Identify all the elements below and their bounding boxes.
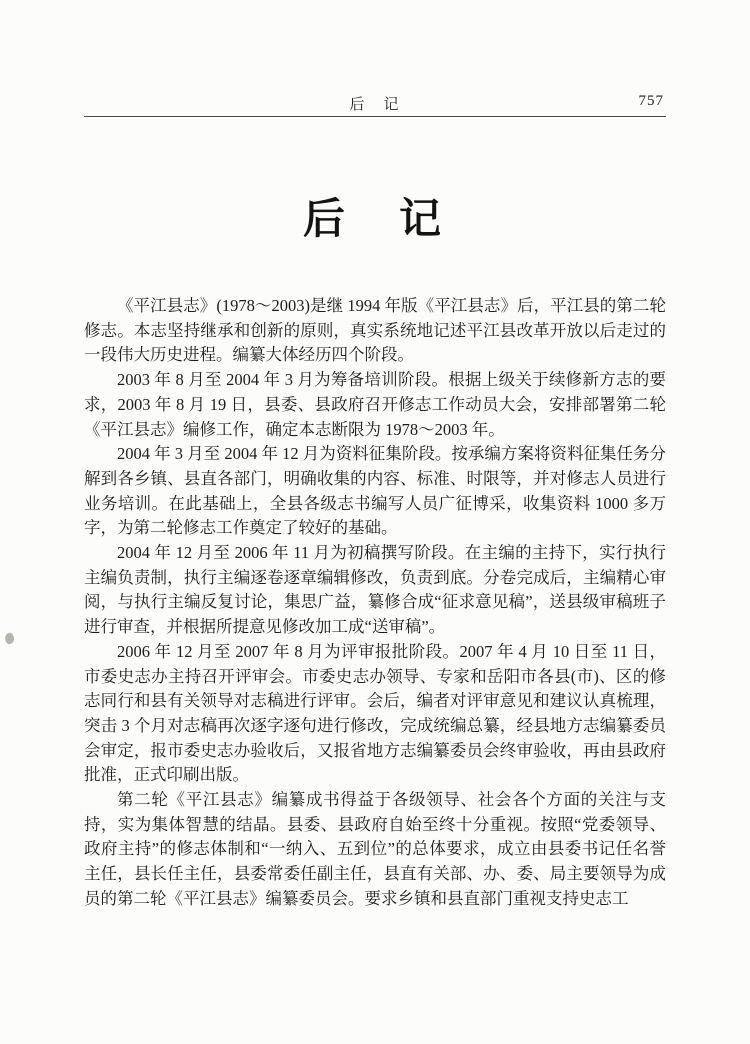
paragraph-6: 第二轮《平江县志》编纂成书得益于各级领导、社会各个方面的关注与支持，实为集体智慧的结晶。县委、县政府自始至终十分重视。按照“党委领导、政府主持”的修志体制和“一纳入、五到位”的总体要求，成立由县委书记任名誉主任，县长任主任，县委常委任副主任，县直有关部、办、委、局主要领导为成员的第二轮《平江县志》编纂委员会。要求乡镇和县直部门重视支持史志工: [84, 790, 666, 908]
paragraph-5: 2006 年 12 月至 2007 年 8 月为评审报批阶段。2007 年 4 月 10 日至 11 日，市委史志办主持召开评审会。市委史志办领导、专家和岳阳市各县(市)、区的修志同行和县有关领导对志稿进行评审。会后，编者对评审意见和建议认真梳理，突击 3 个月对志稿再次逐字逐句进行修改，完成统编总纂，经县地方志编纂委员会审定，报市委史志办验收后，又报省地方志编纂委员会终审验收，再由县政府批准，正式印刷出版。: [84, 641, 666, 785]
header-rule: [84, 116, 666, 117]
paragraph-2: 2003 年 8 月至 2004 年 3 月为筹备培训阶段。根据上级关于续修新方志的要求，2003 年 8 月 19 日，县委、县政府召开修志工作动员大会，安排部署第二轮《平江县志》编修工作，确定本志断限为 1978～2003 年。: [84, 370, 666, 439]
running-header: [84, 93, 666, 113]
paragraph-1: 《平江县志》(1978～2003)是继 1994 年版《平江县志》后，平江县的第二轮修志。本志坚持继承和创新的原则，真实系统地记述平江县改革开放以后走过的一段伟大历史进程。编纂大体经历四个阶段。: [84, 296, 666, 365]
paragraph-3: 2004 年 3 月至 2004 年 12 月为资料征集阶段。按承编方案将资料征集任务分解到各乡镇、县直各部门，明确收集的内容、标准、时限等，并对修志人员进行业务培训。在此基础上，全县各级志书编写人员广征博采，收集资料 1000 多万字，为第二轮修志工作奠定了较好的基础。: [84, 444, 666, 538]
scan-speck-artifact: [4, 632, 16, 645]
body-text: [84, 294, 666, 912]
paragraph-4: 2004 年 12 月至 2006 年 11 月为初稿撰写阶段。在主编的主持下，实行执行主编负责制，执行主编逐卷逐章编辑修改，负责到底。分卷完成后，主编精心审阅，与执行主编反复讨论，集思广益，纂修合成“征求意见稿”，送县级审稿班子进行审查，并根据所提意见修改加工成“送审稿”。: [84, 543, 666, 637]
chapter-title: 后 记: [302, 197, 447, 243]
page-number: 757: [638, 93, 664, 109]
running-header-title: 后 记: [349, 97, 401, 113]
